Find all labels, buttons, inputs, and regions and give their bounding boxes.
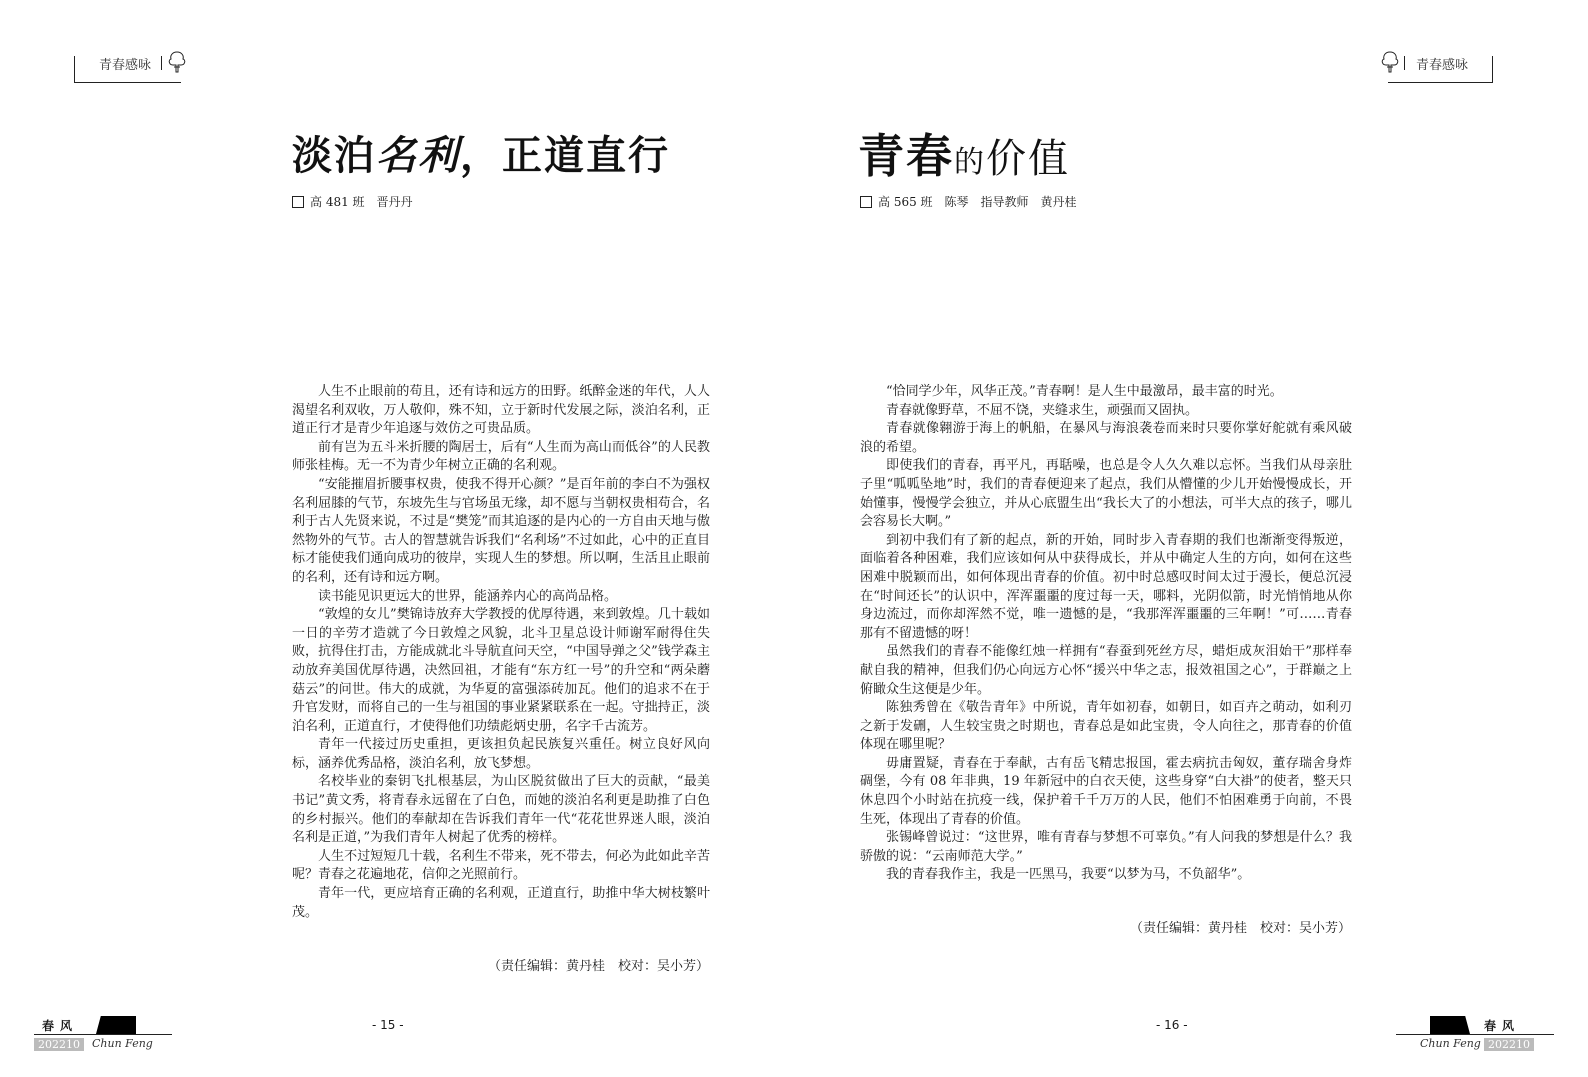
- paragraph: 青春就像野草，不屈不饶，夹缝求生，顽强而又固执。: [886, 402, 1199, 418]
- paragraph: 我的青春我作主，我是一匹黑马，我要“以梦为马，不负韶华”。: [886, 867, 1251, 883]
- title-segment: 青春: [858, 129, 954, 183]
- title-segment: ，正道直行: [460, 133, 670, 179]
- page-number-left: - 15 -: [372, 1018, 404, 1032]
- paragraph: 即使我们的青春，再平凡，再聒噪，也总是令人久久难以忘怀。当我们从母亲肚子里“呱呱坠地”时，我们的青春便迎来了起点，我们从懵懂的少儿开始慢慢成长，开始懂事，慢慢学会独立，并从心底盟生出“我长大了的小想法，可半大点的孩子，哪儿会容易长大啊。”: [860, 458, 1352, 530]
- section-tag-left: [74, 56, 181, 83]
- section-tag-label: 青春感咏: [1416, 58, 1469, 73]
- paragraph: “恰同学少年，风华正茂。”青春啊！是人生中最激昂，最丰富的时光。: [886, 384, 1283, 399]
- footer-tab-left: [96, 1016, 136, 1034]
- square-bullet-icon: [860, 196, 872, 208]
- title-segment: 淡泊: [292, 133, 376, 179]
- tree-icon: [1380, 50, 1400, 74]
- footer-rule-right: [1396, 1034, 1554, 1035]
- square-bullet-icon: [292, 196, 304, 208]
- footer-tab-right: [1430, 1016, 1470, 1034]
- title-segment: 的: [954, 145, 986, 180]
- magazine-name-right: 春风: [1484, 1019, 1521, 1033]
- paragraph: “安能摧眉折腰事权贵，使我不得开心颜？”是百年前的李白不为强权名利屈膝的气节，东坡先生与官场虽无缘，却不愿与当朝权贵相苟合，名利于古人先贤来说，不过是“樊笼”而其追逐的是内心的一方自由天地与傲然物外的气节。古人的智慧就告诉我们“名利场”不过如此，心中的正直目标才能使我们通向成功的彼岸，实现人生的梦想。所以啊，生活且止眼前的名利，还有诗和远方啊。: [292, 476, 710, 585]
- footer-rule-left: [34, 1034, 172, 1035]
- paragraph: 人生不过短短几十载，名利生不带来，死不带去，何必为此如此辛苦呢？青春之花遍地花，信仰之光照前行。: [292, 848, 710, 883]
- editor-credit-left: （责任编辑：黄丹桂 校对：吴小芳）: [488, 959, 710, 974]
- issue-date-left: 202210: [34, 1038, 84, 1051]
- section-tag-right: [1388, 56, 1493, 83]
- tag-divider: [1404, 56, 1405, 70]
- page-number-right: - 16 -: [1156, 1018, 1188, 1032]
- paragraph: 人生不止眼前的苟且，还有诗和远方的田野。纸醉金迷的年代，人人渴望名利双收，万人敬仰，殊不知，立于新时代发展之际，淡泊名利，正道正行才是青少年追逐与效仿之可贵品质。: [292, 384, 710, 437]
- article-body-left: [292, 383, 710, 922]
- title-segment: 名利: [376, 132, 460, 179]
- byline-right: [860, 193, 1077, 210]
- magazine-pinyin-left: Chun Feng: [92, 1037, 153, 1050]
- paragraph: 青年一代接过历史重担，更该担负起民族复兴重任。树立良好风向标，涵养优秀品格，淡泊名利，放飞梦想。: [292, 737, 710, 771]
- paragraph: 陈独秀曾在《敬告青年》中所说，青年如初春，如朝日，如百卉之萌动，如利刃之新于发硎，人生较宝贵之时期也，青春总是如此宝贵，令人向往之，那青春的价值体现在哪里呢？: [860, 700, 1352, 753]
- issue-date-right: 202210: [1484, 1038, 1534, 1051]
- byline-left: [292, 193, 413, 210]
- paragraph: “敦煌的女儿”樊锦诗放弃大学教授的优厚待遇，来到敦煌。几十载如一日的辛劳才造就了今日敦煌之风貌，北斗卫星总设计师谢军耐得住失败，抗得住打击，方能成就北斗导航直问天空，“中国导弹之父”钱学森主动放弃美国优厚待遇，决然回祖，才能有“东方红一号”的升空和“两朵蘑菇云”的问世。伟大的成就，为华夏的富强添砖加瓦。他们的追求不在于升官发财，而将自己的一生与祖国的事业紧紧联系在一起。守拙持正，淡泊名利，正道直行，才使得他们功绩彪炳史册，名字千古流芳。: [292, 607, 710, 734]
- paragraph: 青春就像翱游于海上的帆船，在暴风与海浪袭卷而来时只要你掌好舵就有乘风破浪的希望。: [860, 421, 1352, 455]
- paragraph: 到初中我们有了新的起点，新的开始，同时步入青春期的我们也渐渐变得叛逆，面临着各种困难，我们应该如何从中获得成长，并从中确定人生的方向，如何在这些困难中脱颖而出，如何体现出青春的价值。初中时总感叹时间太过于漫长，便总沉浸在“时间还长”的认识中，浑浑噩噩的度过每一天，哪料，光阴似箭，时光悄悄地从你身边流过，而你却浑然不觉，唯一遗憾的是，“我那浑浑噩噩的三年啊！”可……青春那有不留遗憾的呀！: [860, 532, 1352, 641]
- title-segment: 价值: [986, 136, 1070, 182]
- paragraph: 毋庸置疑，青春在于奉献，古有岳飞精忠报国，霍去病抗击匈奴，董存瑞舍身炸碉堡，今有 08 年非典，19 年新冠中的白衣天使，这些身穿“白大褂”的使者，整天只休息四个小时站在抗疫一线，保护着千千万万的人民，他们不怕困难勇于向前，不畏生死，体现出了青春的价值。: [860, 755, 1352, 827]
- tag-divider: [161, 56, 162, 70]
- paragraph: 前有岂为五斗米折腰的陶居士，后有“人生而为高山而低谷”的人民教师张桂梅。无一不为青少年树立正确的名利观。: [292, 439, 710, 474]
- article-title-left: [292, 124, 670, 181]
- paragraph: 名校毕业的秦钥飞扎根基层，为山区脱贫做出了巨大的贡献，“最美书记”黄文秀，将青春永远留在了白色，而她的淡泊名利更是助推了白色的乡村振兴。他们的奉献却在告诉我们青年一代“花花世界迷人眼，淡泊名利是正道，”为我们青年人树起了优秀的榜样。: [292, 774, 710, 846]
- magazine-pinyin-right: Chun Feng: [1420, 1037, 1481, 1050]
- author-info: 高 565 班 陈琴 指导教师 黄丹桂: [878, 195, 1077, 209]
- paragraph: 虽然我们的青春不能像红烛一样拥有“春蚕到死丝方尽，蜡炬成灰泪始干”那样奉献自我的精神，但我们仍心向远方心怀“援兴中华之志，报效祖国之心”，于群巅之上俯瞰众生这便是少年。: [860, 644, 1352, 697]
- editor-credit-right: （责任编辑：黄丹桂 校对：吴小芳）: [1130, 921, 1352, 936]
- magazine-name-left: 春风: [42, 1019, 79, 1033]
- section-tag-label: 青春感咏: [99, 58, 152, 73]
- author-info: 高 481 班 晋丹丹: [310, 195, 413, 209]
- paragraph: 青年一代，更应培育正确的名利观，正道直行，助推中华大树枝繁叶茂。: [292, 886, 710, 920]
- paragraph: 张锡峰曾说过：“这世界，唯有青春与梦想不可辜负。”有人问我的梦想是什么？我骄傲的说：“云南师范大学。”: [860, 830, 1352, 864]
- tree-icon: [167, 50, 187, 74]
- article-body-right: [860, 383, 1352, 885]
- article-title-right: [858, 120, 1070, 186]
- paragraph: 读书能见识更远大的世界，能涵养内心的高尚品格。: [318, 588, 618, 604]
